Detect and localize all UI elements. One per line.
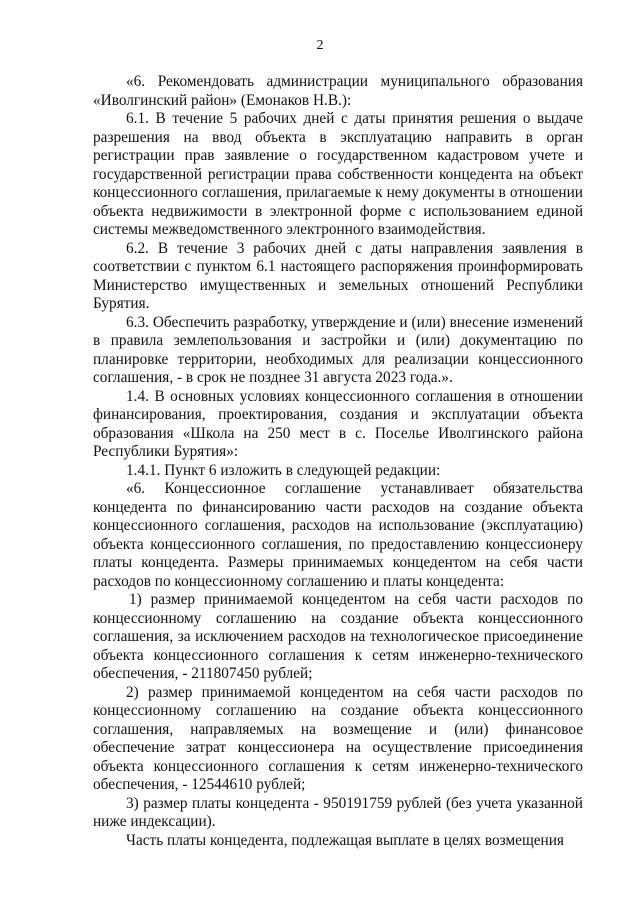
paragraph-1-4: 1.4. В основных условиях концессионного соглашения в отношении финансирования, проектирования, создания и эксплуатации объекта образования «Школа на 250 мест в с. Поселье Иволгинского района Республики Бурятия»:	[93, 387, 583, 460]
document-body	[93, 73, 583, 850]
paragraph-6-1: 6.1. В течение 5 рабочих дней с даты принятия решения о выдаче разрешения на ввод объекта в эксплуатацию направить в орган регистрации прав заявление о государственном кадастровом учете и государственной регистрации права собственности концедента на объект концессионного соглашения, прилагаемые к нему документы в отношении объекта недвижимости в электронной форме с использованием единой системы межведомственного электронного взаимодействия.	[93, 110, 583, 238]
paragraph-6-2: 6.2. В течение 3 рабочих дней с даты направления заявления в соответствии с пунктом 6.1 настоящего распоряжения проинформировать Министерство имущественных и земельных отношений Республики Бурятия.	[93, 239, 583, 312]
paragraph-payment-part: Часть платы концедента, подлежащая выплате в целях возмещения	[126, 831, 564, 849]
page-number: 2	[316, 38, 324, 53]
list-item-1: 1) размер принимаемой концедентом на себя части расходов по концессионному соглашению на создание объекта концессионного соглашения, за исключением расходов на технологическое присоединение объекта концессионного соглашения к сетям инженерно-технического обеспечения, - 211807450 рублей;	[93, 591, 583, 682]
list-item-2: 2) размер принимаемой концедентом на себя части расходов по концессионному соглашению на создание объекта концессионного соглашения, направляемых на возмещение и (или) финансовое обеспечение затрат концессионера на осуществление присоединения объекта концессионного соглашения к сетям инженерно-технического обеспечения, - 12544610 рублей;	[93, 683, 583, 793]
list-item-3: 3) размер платы концедента - 950191759 рублей (без учета указанной ниже индексации).	[93, 794, 583, 830]
paragraph-6-3: 6.3. Обеспечить разработку, утверждение и (или) внесение изменений в правила землепользования и застройки и (или) документацию по планировке территории, необходимых для реализации концессионного соглашения, - в срок не позднее 31 августа 2023 года.».	[93, 313, 583, 386]
paragraph-concession-obligations: «6. Концессионное соглашение устанавливает обязательства концедента по финансированию части расходов на создание объекта концессионного соглашения, расходов на использование (эксплуатацию) объекта концессионного соглашения, по предоставлению концессионеру платы концедента. Размеры принимаемых концедентом на себя части расходов по концессионному соглашению и платы концедента:	[93, 480, 583, 590]
paragraph-recommendation: «6. Рекомендовать администрации муниципального образования «Иволгинский район» (Емонаков Н.В.):	[93, 73, 583, 109]
paragraph-1-4-1: 1.4.1. Пункт 6 изложить в следующей редакции:	[126, 461, 441, 479]
